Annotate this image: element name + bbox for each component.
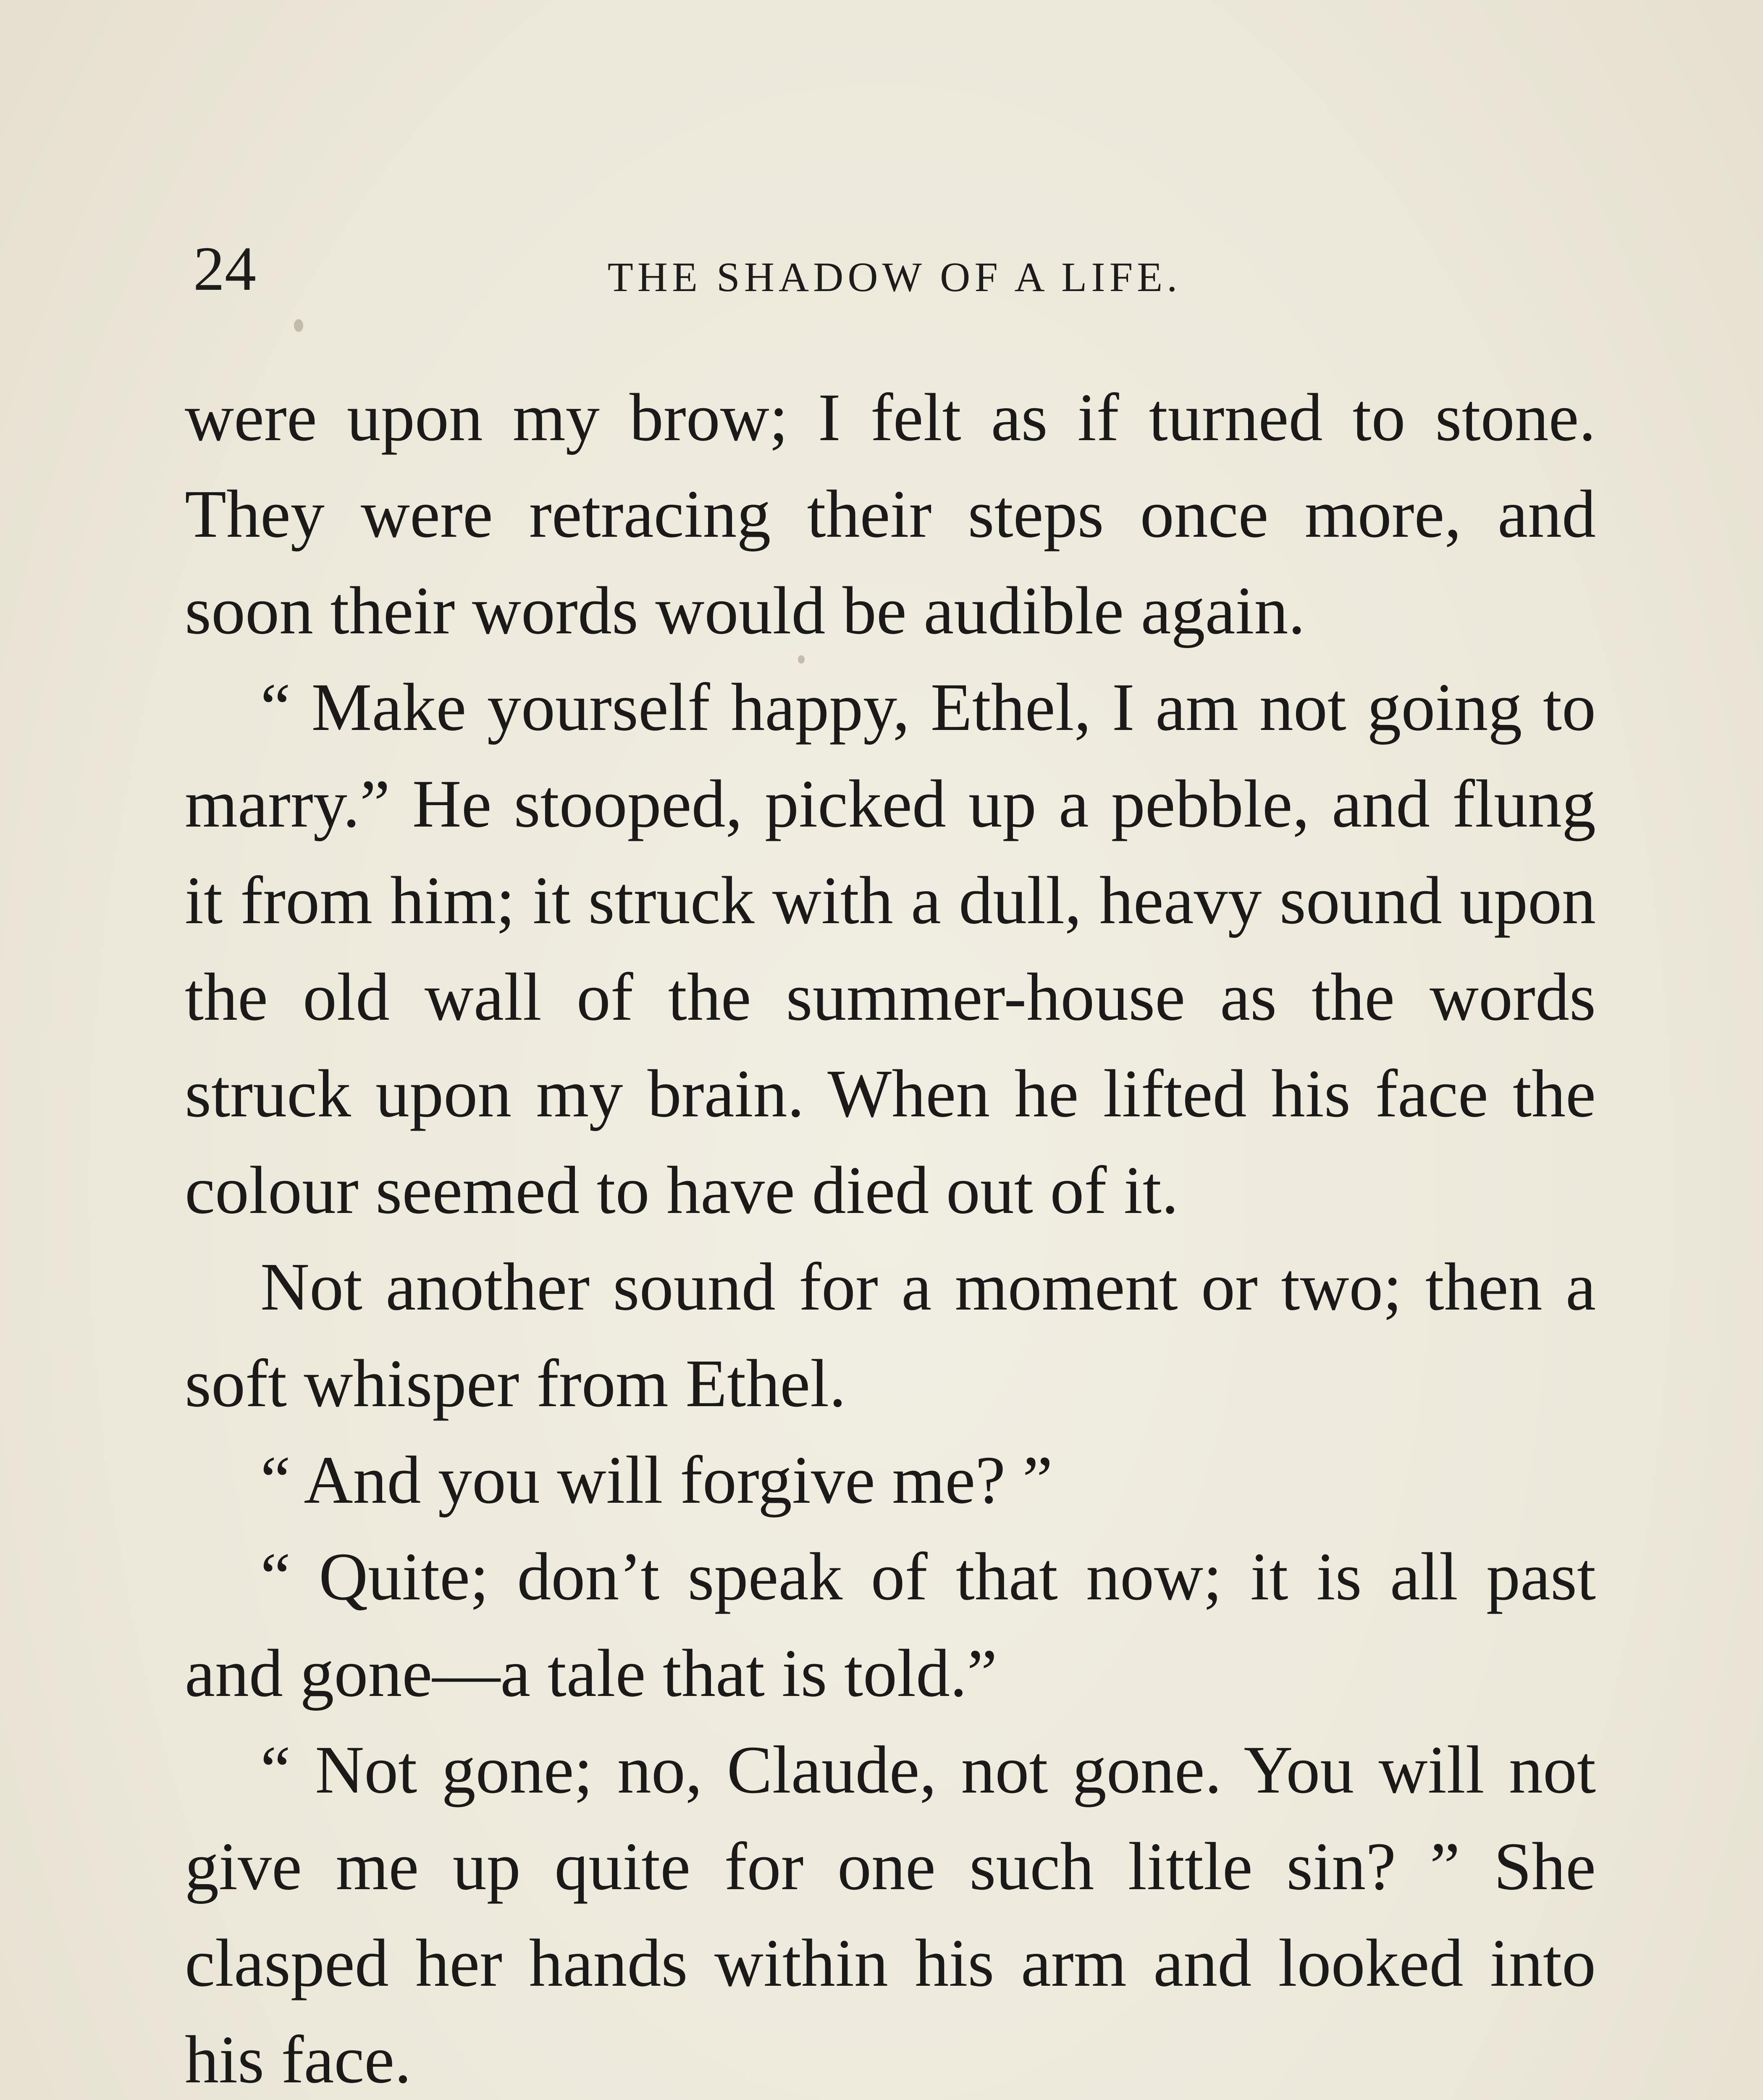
page-number: 24 xyxy=(193,234,256,304)
paper-speck xyxy=(294,319,303,332)
page-header xyxy=(193,227,1596,311)
body-text xyxy=(185,370,1596,2100)
paragraph: “ Not gone; no, Claude, not gone. You will not give me up quite for one such little sin? ” She clasped her hands within his arm and looked into his face. xyxy=(185,1732,1596,2097)
paragraph: were upon my brow; I felt as if turned to stone. They were retracing their steps once more, and soon their words would be audible again. xyxy=(185,380,1596,648)
running-title: THE SHADOW OF A LIFE. xyxy=(607,254,1182,300)
paragraph: Not another sound for a moment or two; then a soft whisper from Ethel. xyxy=(185,1250,1596,1421)
paragraph: “ Make yourself happy, Ethel, I am not going to marry.” He stooped, picked up a pebble, and flung it from him; it struck with a dull, heavy sound upon the old wall of the summer-house as the words struck upon my brain. When he lifted his face the colour seemed to have died out of it. xyxy=(185,670,1596,1228)
paragraph: “ Quite; don’t speak of that now; it is all past and gone—a tale that is told.” xyxy=(185,1539,1596,1711)
paragraph: “ And you will forgive me? ” xyxy=(260,1443,1053,1518)
